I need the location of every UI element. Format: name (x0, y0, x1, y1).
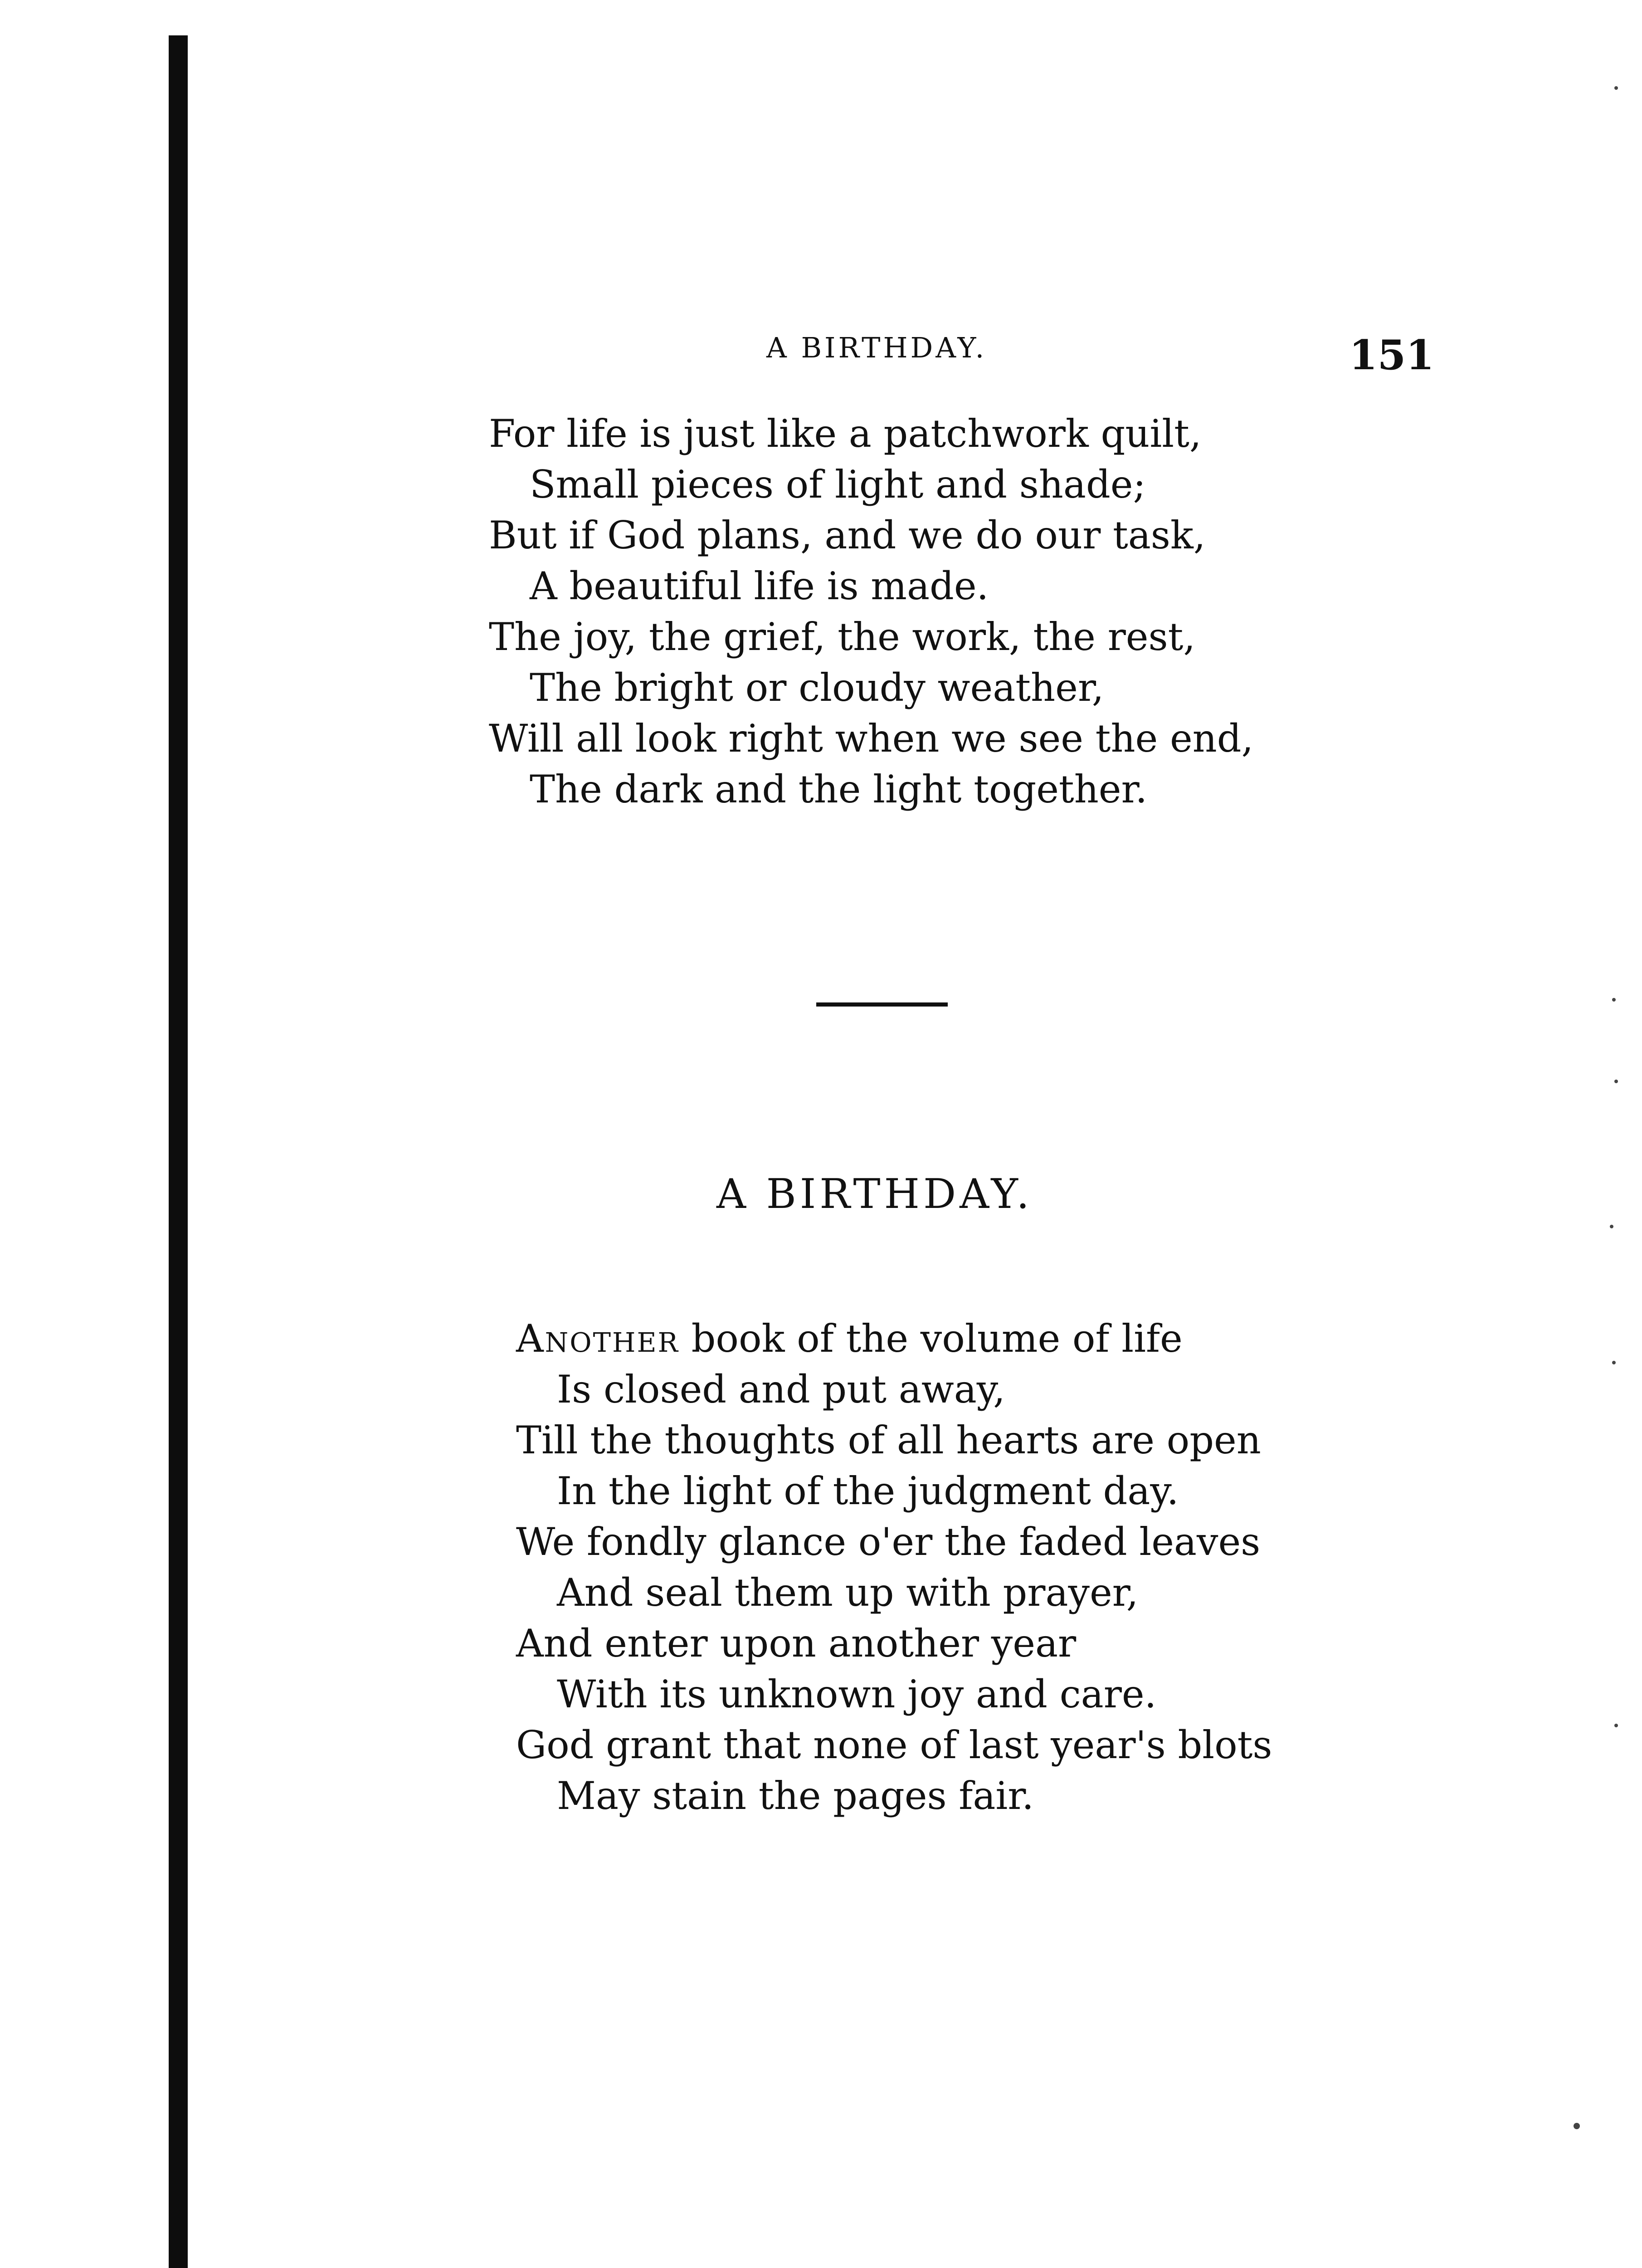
verse-line: A beautiful life is made. (530, 564, 989, 608)
page-number: 151 (1349, 331, 1434, 379)
scan-speck (1612, 998, 1616, 1002)
verse-line: Will all look right when we see the end, (489, 716, 1254, 761)
verse-line: Till the thoughts of all hearts are open (516, 1418, 1261, 1462)
scan-speck (1610, 1225, 1613, 1228)
binding-edge (169, 35, 188, 2268)
scan-speck (1614, 86, 1618, 90)
verse-line: In the light of the judgment day. (557, 1469, 1179, 1513)
verse-line: The joy, the grief, the work, the rest, (489, 615, 1196, 659)
scan-speck (1612, 1361, 1616, 1364)
section-separator (816, 1002, 948, 1007)
scan-speck (1574, 2123, 1580, 2129)
verse-line: For life is just like a patchwork quilt, (489, 411, 1202, 456)
poem-stanza-1 (489, 408, 1253, 815)
verse-line: With its unknown joy and care. (557, 1672, 1157, 1716)
poem-stanza-2 (516, 1313, 1272, 1821)
first-line-rest: book of the volume of life (679, 1316, 1183, 1361)
running-head: A BIRTHDAY. (766, 331, 987, 364)
verse-line: And enter upon another year (516, 1621, 1077, 1666)
verse-line: We fondly glance o'er the faded leaves (516, 1520, 1261, 1564)
verse-line: The dark and the light together. (530, 767, 1148, 811)
verse-line: Small pieces of light and shade; (530, 462, 1146, 507)
verse-line: God grant that none of last year's blots (516, 1723, 1272, 1767)
verse-line-first (516, 1313, 1272, 1364)
scan-speck (1614, 1724, 1618, 1727)
verse-line: And seal them up with prayer, (557, 1570, 1139, 1615)
poem-title: A BIRTHDAY. (716, 1170, 1033, 1218)
verse-line: May stain the pages fair. (557, 1774, 1034, 1818)
verse-line: But if God plans, and we do our task, (489, 513, 1206, 557)
verse-line: Is closed and put away, (557, 1367, 1005, 1412)
scan-speck (1614, 1080, 1618, 1083)
opening-word: Another (516, 1316, 679, 1361)
verse-line: The bright or cloudy weather, (530, 665, 1104, 710)
